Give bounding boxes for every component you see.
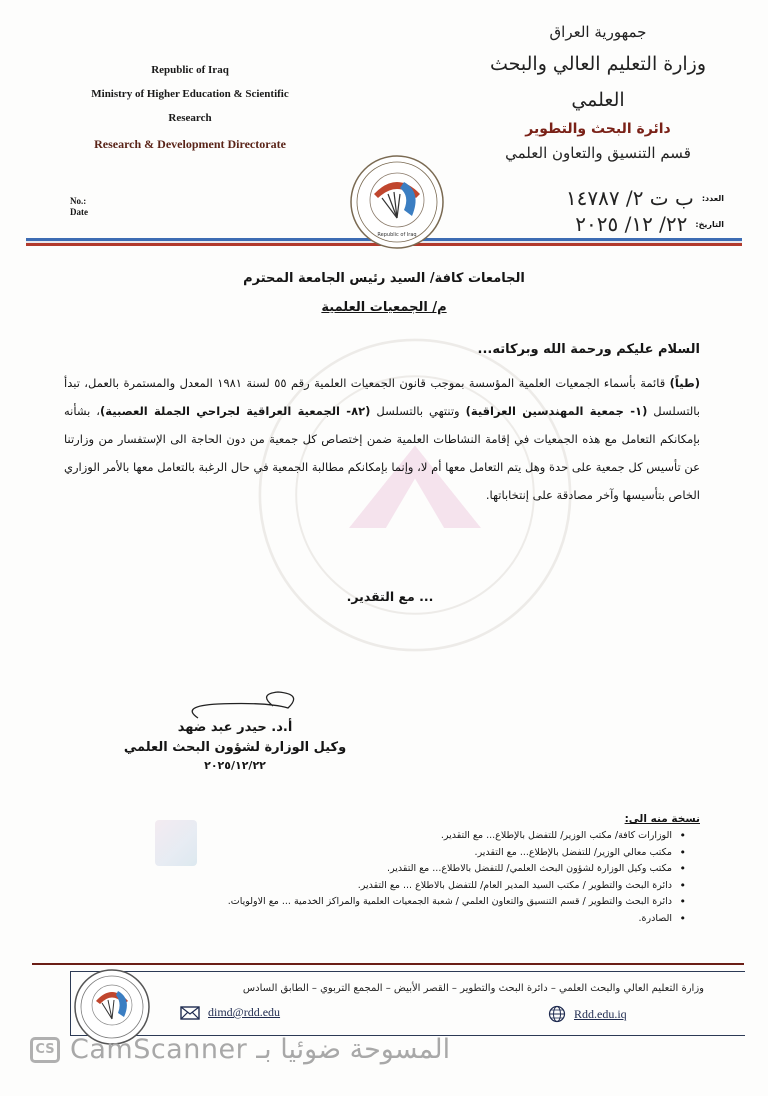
footer-box [70, 971, 745, 1036]
signatory-title: وكيل الوزارة لشؤون البحث العلمي [123, 740, 347, 755]
svg-text:Republic of Iraq: Republic of Iraq [377, 232, 417, 238]
recipient-line: الجامعات كافة/ السيد رئيس الجامعة المحترم [243, 271, 525, 286]
reference-number-row [494, 185, 724, 211]
signatory-name: أ.د. حيدر عبد ضهد [177, 720, 293, 735]
greeting: السلام عليكم ورحمة الله وبركاته... [477, 342, 700, 357]
arabic-reference-fields [494, 185, 724, 237]
paragraph-bold-last-society: (٨٢- الجمعية العراقية لجراحي الجملة العصبية) [100, 404, 371, 418]
arabic-letterhead [468, 18, 728, 166]
camscanner-watermark [30, 1034, 450, 1065]
copy-to-item: • الصادرة. [140, 911, 686, 928]
ministry-seal-icon [338, 152, 456, 252]
directorate-title-ar: دائرة البحث والتطوير [525, 121, 671, 137]
camscanner-logo-icon: CS [30, 1037, 60, 1063]
footer-address: وزارة التعليم العالي والبحث العلمي – دائرة البحث والتطوير – القصر الأبيض – المجمع التربوي – الطابق السادس [242, 983, 704, 994]
signature-date: ٢٠٢٥/١٢/٢٢ [204, 759, 266, 772]
reference-date-value: ٢٢/ ١٢/ ٢٠٢٥ [575, 212, 688, 236]
copy-to-item: • الوزارات كافة/ مكتب الوزير/ للتفضل بالإطلاع... مع التقدير. [140, 828, 686, 845]
copy-to-section [140, 812, 700, 927]
date-label-en: Date [70, 207, 88, 217]
ministry-title-en: Ministry of Higher Education & Scientific [91, 88, 289, 100]
camscanner-text: CamScanner المسوحة ضوئيا بـ [70, 1034, 451, 1065]
signatory-block [120, 718, 350, 774]
copy-to-item: • مكتب وكيل الوزارة لشؤون البحث العلمي/ للتفضل بالاطلاع... مع التقدير. [140, 861, 686, 878]
paragraph-text-2: وتنتهي بالتسلسل [370, 404, 466, 418]
letter-paragraph [64, 369, 700, 509]
english-letterhead [40, 58, 340, 156]
closing-line: ... مع التقدير. [346, 589, 434, 604]
english-reference-fields [70, 196, 88, 218]
envelope-icon [180, 1006, 200, 1020]
ministry-title-ar: وزارة التعليم العالي والبحث العلمي [489, 53, 707, 111]
directorate-title-en: Research & Development Directorate [94, 137, 286, 151]
reference-date-row [494, 211, 724, 237]
reference-number-value: ب ت ٢/ ١٤٧٨٧ [565, 186, 694, 210]
number-label-en: No.: [70, 196, 87, 206]
paragraph-bold-first-society: (١- جمعية المهندسين العراقية) [465, 404, 648, 418]
ministry-title-en-cont: Research [168, 112, 212, 124]
footer-website[interactable] [548, 1005, 627, 1023]
copy-to-item: • دائرة البحث والتطوير / مكتب السيد المدير العام/ للتفضل بالاطلاع ... مع التقدير. [140, 878, 686, 895]
number-label-ar: العدد: [701, 193, 724, 203]
copy-to-title: نسخة منه الى: [624, 813, 700, 825]
section-title-ar: قسم التنسيق والتعاون العلمي [505, 144, 691, 162]
copy-to-item: • دائرة البحث والتطوير / قسم التنسيق والتعاون العلمي / شعبة الجمعيات العلمية والمراكز الخدمية ... مع الاولويات. [140, 894, 686, 911]
footer-divider [32, 963, 744, 965]
paragraph-text-3: ، بشأنه بإمكانكم التعامل مع هذه الجمعيات في إقامة النشاطات العلمية ضمن إختصاص كل جمعية من دون الحاجة الى الإستفسار من وزارتنا عن تأسيس كل جمعية على حدة وهل يتم التعامل معها أم لا، وإنما بإمكانكم مطالبة الجمعية في حال الرغبة بالتعامل معها بالأمر الوزاري الخاص بتأسيسها وآخر مصادقة على إنتخاباتها. [64, 404, 700, 502]
subject-line: م/ الجمعيات العلمية [321, 300, 447, 315]
copy-to-item: • مكتب معالي الوزير/ للتفضل بالإطلاع... مع التقدير. [140, 845, 686, 862]
email-link[interactable]: dimd@rdd.edu [208, 1005, 281, 1019]
date-label-ar: التاريخ: [695, 219, 724, 229]
republic-title-en: Republic of Iraq [151, 64, 229, 76]
paragraph-text-1: قائمة بأسماء الجمعيات العلمية المؤسسة بموجب قانون الجمعيات العلمية رقم ٥٥ لسنة ١٩٨١ المعدل والمستمرة بالعمل، تبدأ بالتسلسل [64, 376, 701, 418]
footer-email[interactable] [180, 1005, 280, 1020]
paragraph-bold-enclosed: (طياً) [669, 376, 700, 390]
copy-to-list [140, 828, 686, 927]
republic-title-ar: جمهورية العراق [549, 23, 647, 41]
website-link[interactable]: Rdd.edu.iq [574, 1006, 627, 1021]
globe-icon [548, 1005, 566, 1023]
